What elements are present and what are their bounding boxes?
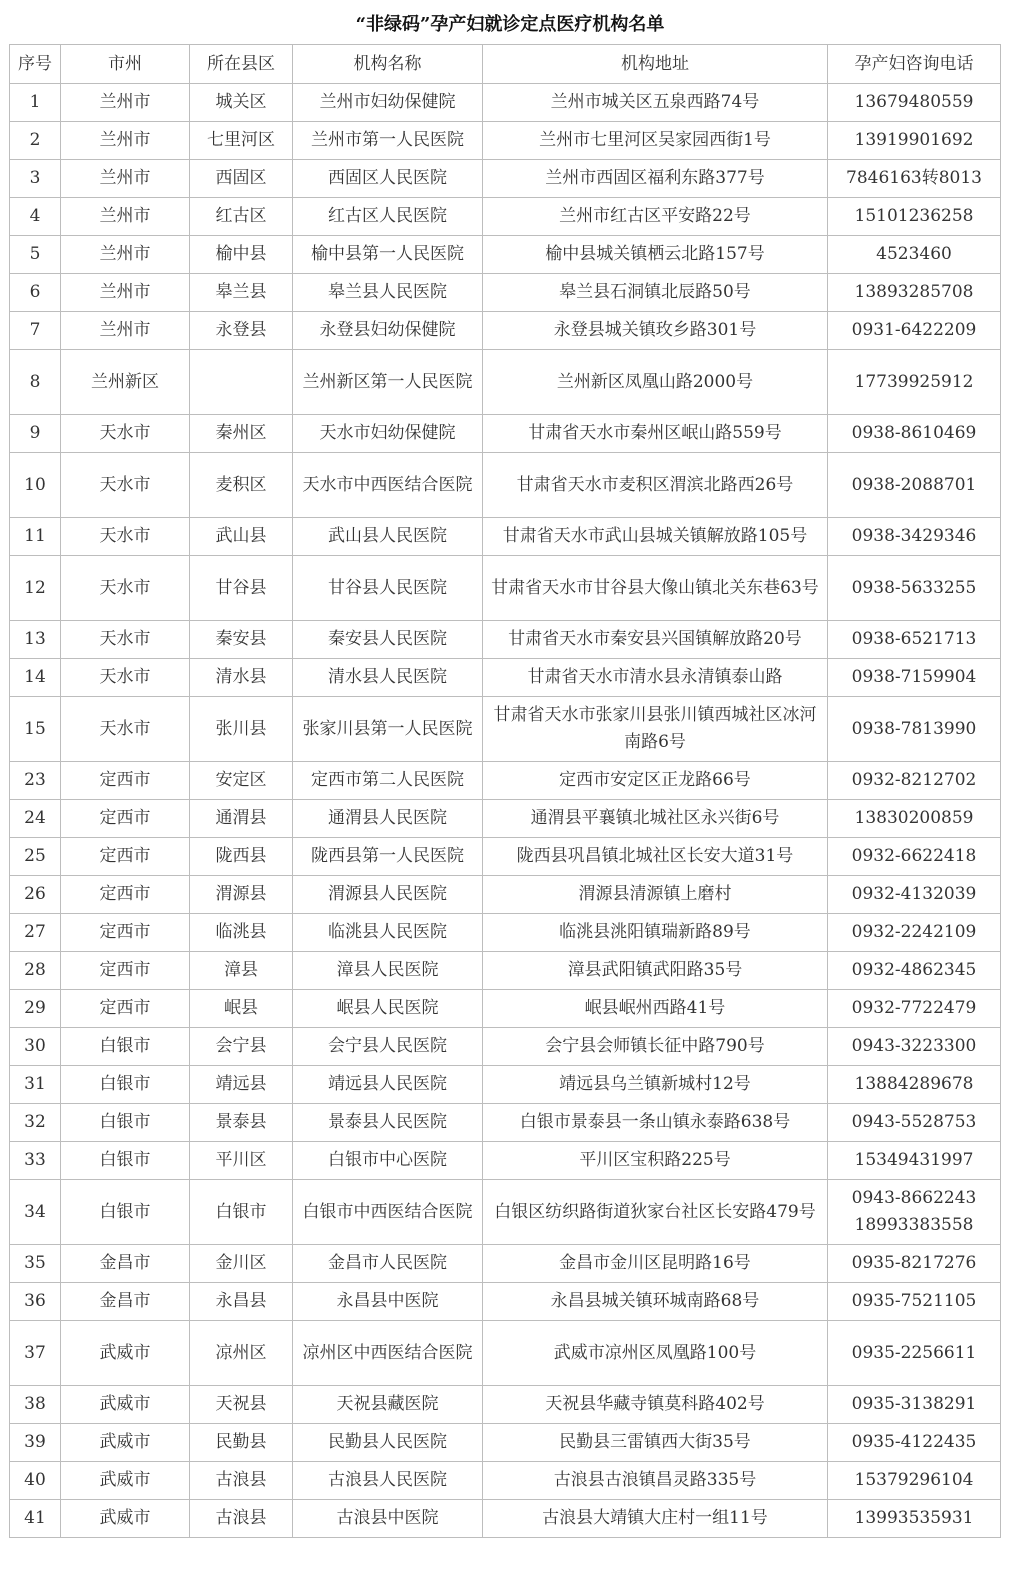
table-row [10, 697, 1001, 762]
county-cell: 秦安县 [190, 621, 293, 659]
institution-name-cell: 凉州区中西医结合医院 [293, 1321, 483, 1386]
row-number-cell: 40 [10, 1462, 61, 1500]
phone-number: 0932-4862345 [851, 960, 977, 980]
row-number-cell: 39 [10, 1424, 61, 1462]
row-number-cell: 24 [10, 800, 61, 838]
row-number-cell: 27 [10, 914, 61, 952]
institution-name-cell: 靖远县人民医院 [293, 1066, 483, 1104]
table-row [10, 621, 1001, 659]
row-number-cell: 10 [10, 453, 61, 518]
phone-cell [828, 312, 1001, 350]
institution-name-cell: 古浪县中医院 [293, 1500, 483, 1538]
phone-number: 0943-8662243 [851, 1188, 977, 1208]
phone-number: 0935-4122435 [851, 1432, 977, 1452]
row-number-cell: 6 [10, 274, 61, 312]
city-cell: 天水市 [61, 556, 190, 621]
city-cell: 定西市 [61, 876, 190, 914]
institution-name-cell: 定西市第二人民医院 [293, 762, 483, 800]
table-row [10, 453, 1001, 518]
phone-number: 0932-2242109 [851, 922, 977, 942]
address-cell: 武威市凉州区凤凰路100号 [483, 1321, 828, 1386]
phone-number: 0943-5528753 [851, 1112, 977, 1132]
table-row [10, 659, 1001, 697]
county-cell: 永登县 [190, 312, 293, 350]
address-cell: 古浪县大靖镇大庄村一组11号 [483, 1500, 828, 1538]
address-cell: 兰州市七里河区吴家园西街1号 [483, 122, 828, 160]
phone-cell [828, 160, 1001, 198]
table-row [10, 1104, 1001, 1142]
phone-cell [828, 697, 1001, 762]
address-cell: 甘肃省天水市秦安县兴国镇解放路20号 [483, 621, 828, 659]
address-cell: 会宁县会师镇长征中路790号 [483, 1028, 828, 1066]
phone-cell [828, 1424, 1001, 1462]
city-cell: 白银市 [61, 1028, 190, 1066]
row-number-cell: 36 [10, 1283, 61, 1321]
row-number-cell: 5 [10, 236, 61, 274]
phone-cell [828, 518, 1001, 556]
county-cell: 清水县 [190, 659, 293, 697]
table-row [10, 1424, 1001, 1462]
header-cell-county: 所在县区 [190, 45, 293, 84]
address-cell: 甘肃省天水市秦州区岷山路559号 [483, 415, 828, 453]
institution-name-cell: 天水市中西医结合医院 [293, 453, 483, 518]
city-cell: 武威市 [61, 1386, 190, 1424]
city-cell: 兰州市 [61, 236, 190, 274]
county-cell: 城关区 [190, 84, 293, 122]
phone-number: 0938-7159904 [851, 667, 977, 687]
county-cell: 武山县 [190, 518, 293, 556]
institution-name-cell: 西固区人民医院 [293, 160, 483, 198]
phone-cell [828, 762, 1001, 800]
city-cell: 兰州市 [61, 84, 190, 122]
phone-cell [828, 1180, 1001, 1245]
institution-name-cell: 永登县妇幼保健院 [293, 312, 483, 350]
county-cell: 永昌县 [190, 1283, 293, 1321]
county-cell: 临洮县 [190, 914, 293, 952]
header-cell-name: 机构名称 [293, 45, 483, 84]
address-cell: 临洮县洮阳镇瑞新路89号 [483, 914, 828, 952]
table-row [10, 876, 1001, 914]
phone-number: 0931-6422209 [851, 320, 977, 340]
table-row [10, 990, 1001, 1028]
address-cell: 兰州市西固区福利东路377号 [483, 160, 828, 198]
institution-name-cell: 会宁县人民医院 [293, 1028, 483, 1066]
table-row [10, 838, 1001, 876]
institution-name-cell: 临洮县人民医院 [293, 914, 483, 952]
row-number-cell: 12 [10, 556, 61, 621]
phone-number: 15101236258 [854, 206, 974, 226]
table-row [10, 312, 1001, 350]
row-number-cell: 37 [10, 1321, 61, 1386]
address-cell: 甘肃省天水市武山县城关镇解放路105号 [483, 518, 828, 556]
row-number-cell: 3 [10, 160, 61, 198]
institution-name-cell: 民勤县人民医院 [293, 1424, 483, 1462]
city-cell: 金昌市 [61, 1283, 190, 1321]
institution-name-cell: 兰州市妇幼保健院 [293, 84, 483, 122]
institution-name-cell: 陇西县第一人民医院 [293, 838, 483, 876]
city-cell: 天水市 [61, 697, 190, 762]
table-row [10, 1066, 1001, 1104]
address-cell: 陇西县巩昌镇北城社区长安大道31号 [483, 838, 828, 876]
phone-number: 0935-3138291 [851, 1394, 977, 1414]
city-cell: 金昌市 [61, 1245, 190, 1283]
county-cell: 通渭县 [190, 800, 293, 838]
phone-cell [828, 1142, 1001, 1180]
institution-name-cell: 古浪县人民医院 [293, 1462, 483, 1500]
county-cell: 金川区 [190, 1245, 293, 1283]
phone-number: 18993383558 [854, 1215, 974, 1235]
county-cell: 榆中县 [190, 236, 293, 274]
county-cell: 陇西县 [190, 838, 293, 876]
address-cell: 平川区宝积路225号 [483, 1142, 828, 1180]
address-cell: 甘肃省天水市麦积区渭滨北路西26号 [483, 453, 828, 518]
row-number-cell: 14 [10, 659, 61, 697]
city-cell: 定西市 [61, 800, 190, 838]
table-row [10, 198, 1001, 236]
phone-number: 0932-8212702 [851, 770, 977, 790]
county-cell: 古浪县 [190, 1462, 293, 1500]
header-cell-phone: 孕产妇咨询电话 [828, 45, 1001, 84]
county-cell: 红古区 [190, 198, 293, 236]
phone-number: 0938-5633255 [851, 577, 977, 598]
table-row [10, 84, 1001, 122]
row-number-cell: 26 [10, 876, 61, 914]
phone-number: 17739925912 [854, 371, 974, 392]
table-row [10, 762, 1001, 800]
county-cell: 民勤县 [190, 1424, 293, 1462]
city-cell: 兰州市 [61, 312, 190, 350]
phone-number: 0938-7813990 [851, 718, 977, 739]
row-number-cell: 28 [10, 952, 61, 990]
city-cell: 兰州市 [61, 198, 190, 236]
header-cell-city: 市州 [61, 45, 190, 84]
row-number-cell: 31 [10, 1066, 61, 1104]
county-cell: 麦积区 [190, 453, 293, 518]
city-cell: 武威市 [61, 1321, 190, 1386]
phone-number: 15349431997 [854, 1150, 974, 1170]
header-cell-address: 机构地址 [483, 45, 828, 84]
institution-name-cell: 天水市妇幼保健院 [293, 415, 483, 453]
address-cell: 通渭县平襄镇北城社区永兴街6号 [483, 800, 828, 838]
row-number-cell: 1 [10, 84, 61, 122]
phone-number: 0935-7521105 [851, 1291, 977, 1311]
phone-number: 0938-6521713 [851, 629, 977, 649]
row-number-cell: 7 [10, 312, 61, 350]
address-cell: 甘肃省天水市清水县永清镇泰山路 [483, 659, 828, 697]
row-number-cell: 13 [10, 621, 61, 659]
row-number-cell: 15 [10, 697, 61, 762]
institution-name-cell: 景泰县人民医院 [293, 1104, 483, 1142]
table-row [10, 274, 1001, 312]
institution-name-cell: 漳县人民医院 [293, 952, 483, 990]
institution-name-cell: 秦安县人民医院 [293, 621, 483, 659]
table-row [10, 1180, 1001, 1245]
row-number-cell: 35 [10, 1245, 61, 1283]
city-cell: 定西市 [61, 952, 190, 990]
phone-cell [828, 1283, 1001, 1321]
phone-cell [828, 800, 1001, 838]
city-cell: 天水市 [61, 659, 190, 697]
phone-cell [828, 659, 1001, 697]
phone-cell [828, 556, 1001, 621]
table-header-row [10, 45, 1001, 84]
table-row [10, 236, 1001, 274]
row-number-cell: 33 [10, 1142, 61, 1180]
city-cell: 定西市 [61, 914, 190, 952]
table-row [10, 1321, 1001, 1386]
institution-name-cell: 通渭县人民医院 [293, 800, 483, 838]
phone-cell [828, 350, 1001, 415]
phone-number: 13884289678 [854, 1074, 974, 1094]
table-row [10, 1462, 1001, 1500]
phone-number: 13830200859 [854, 808, 974, 828]
county-cell: 凉州区 [190, 1321, 293, 1386]
institution-name-cell: 甘谷县人民医院 [293, 556, 483, 621]
address-cell: 甘肃省天水市张家川县张川镇西城社区冰河南路6号 [483, 697, 828, 762]
county-cell: 靖远县 [190, 1066, 293, 1104]
institution-name-cell: 金昌市人民医院 [293, 1245, 483, 1283]
phone-cell [828, 1462, 1001, 1500]
city-cell: 定西市 [61, 838, 190, 876]
row-number-cell: 25 [10, 838, 61, 876]
address-cell: 兰州市城关区五泉西路74号 [483, 84, 828, 122]
address-cell: 古浪县古浪镇昌灵路335号 [483, 1462, 828, 1500]
city-cell: 天水市 [61, 621, 190, 659]
city-cell: 兰州市 [61, 160, 190, 198]
table-row [10, 1386, 1001, 1424]
phone-cell [828, 274, 1001, 312]
phone-number: 13679480559 [854, 92, 974, 112]
phone-number: 13893285708 [854, 282, 974, 302]
phone-number: 7846163转8013 [846, 168, 982, 188]
county-cell: 白银市 [190, 1180, 293, 1245]
institution-name-cell: 榆中县第一人民医院 [293, 236, 483, 274]
row-number-cell: 11 [10, 518, 61, 556]
phone-number: 0935-2256611 [851, 1342, 977, 1363]
institution-name-cell: 兰州市第一人民医院 [293, 122, 483, 160]
county-cell: 秦州区 [190, 415, 293, 453]
phone-number: 13993535931 [854, 1508, 974, 1528]
address-cell: 榆中县城关镇栖云北路157号 [483, 236, 828, 274]
phone-cell [828, 838, 1001, 876]
institution-name-cell: 红古区人民医院 [293, 198, 483, 236]
phone-cell [828, 914, 1001, 952]
row-number-cell: 30 [10, 1028, 61, 1066]
county-cell: 安定区 [190, 762, 293, 800]
row-number-cell: 29 [10, 990, 61, 1028]
city-cell: 天水市 [61, 415, 190, 453]
phone-number: 15379296104 [854, 1470, 974, 1490]
address-cell: 永昌县城关镇环城南路68号 [483, 1283, 828, 1321]
phone-number: 0938-3429346 [851, 526, 977, 546]
row-number-cell: 8 [10, 350, 61, 415]
address-cell: 兰州市红古区平安路22号 [483, 198, 828, 236]
institution-name-cell: 岷县人民医院 [293, 990, 483, 1028]
phone-number: 0932-7722479 [851, 998, 977, 1018]
table-row [10, 415, 1001, 453]
city-cell: 兰州市 [61, 274, 190, 312]
address-cell: 渭源县清源镇上磨村 [483, 876, 828, 914]
county-cell: 天祝县 [190, 1386, 293, 1424]
phone-cell [828, 415, 1001, 453]
institution-name-cell: 兰州新区第一人民医院 [293, 350, 483, 415]
row-number-cell: 32 [10, 1104, 61, 1142]
phone-number: 13919901692 [854, 130, 974, 150]
phone-cell [828, 198, 1001, 236]
address-cell: 永登县城关镇玫乡路301号 [483, 312, 828, 350]
phone-cell [828, 453, 1001, 518]
phone-cell [828, 1321, 1001, 1386]
city-cell: 兰州市 [61, 122, 190, 160]
phone-cell [828, 1500, 1001, 1538]
institution-name-cell: 皋兰县人民医院 [293, 274, 483, 312]
row-number-cell: 38 [10, 1386, 61, 1424]
phone-cell [828, 876, 1001, 914]
address-cell: 白银市景泰县一条山镇永泰路638号 [483, 1104, 828, 1142]
table-row [10, 556, 1001, 621]
city-cell: 定西市 [61, 762, 190, 800]
county-cell: 甘谷县 [190, 556, 293, 621]
phone-number: 0938-2088701 [851, 474, 977, 495]
row-number-cell: 2 [10, 122, 61, 160]
table-row [10, 518, 1001, 556]
phone-cell [828, 1104, 1001, 1142]
row-number-cell: 9 [10, 415, 61, 453]
address-cell: 皋兰县石洞镇北辰路50号 [483, 274, 828, 312]
institution-name-cell: 白银市中心医院 [293, 1142, 483, 1180]
address-cell: 靖远县乌兰镇新城村12号 [483, 1066, 828, 1104]
row-number-cell: 34 [10, 1180, 61, 1245]
phone-number: 0935-8217276 [851, 1253, 977, 1273]
city-cell: 白银市 [61, 1104, 190, 1142]
address-cell: 漳县武阳镇武阳路35号 [483, 952, 828, 990]
county-cell: 西固区 [190, 160, 293, 198]
county-cell: 古浪县 [190, 1500, 293, 1538]
phone-cell [828, 1245, 1001, 1283]
phone-cell [828, 84, 1001, 122]
county-cell: 皋兰县 [190, 274, 293, 312]
city-cell: 武威市 [61, 1500, 190, 1538]
county-cell: 七里河区 [190, 122, 293, 160]
address-cell: 金昌市金川区昆明路16号 [483, 1245, 828, 1283]
phone-cell [828, 1066, 1001, 1104]
institution-name-cell: 渭源县人民医院 [293, 876, 483, 914]
city-cell: 定西市 [61, 990, 190, 1028]
phone-number: 0938-8610469 [851, 423, 977, 443]
county-cell: 会宁县 [190, 1028, 293, 1066]
table-row [10, 1500, 1001, 1538]
phone-cell [828, 621, 1001, 659]
table-row [10, 1028, 1001, 1066]
phone-number: 0932-4132039 [851, 884, 977, 904]
address-cell: 天祝县华藏寺镇莫科路402号 [483, 1386, 828, 1424]
institution-name-cell: 白银市中西医结合医院 [293, 1180, 483, 1245]
table-row [10, 952, 1001, 990]
phone-cell [828, 236, 1001, 274]
address-cell: 兰州新区凤凰山路2000号 [483, 350, 828, 415]
page-title: “非绿码”孕产妇就诊定点医疗机构名单 [355, 14, 665, 35]
institution-name-cell: 武山县人民医院 [293, 518, 483, 556]
table-row [10, 914, 1001, 952]
city-cell: 天水市 [61, 518, 190, 556]
table-row [10, 350, 1001, 415]
city-cell: 兰州新区 [61, 350, 190, 415]
table-row [10, 1142, 1001, 1180]
address-cell: 定西市安定区正龙路66号 [483, 762, 828, 800]
city-cell: 天水市 [61, 453, 190, 518]
institution-name-cell: 永昌县中医院 [293, 1283, 483, 1321]
phone-number: 4523460 [876, 244, 952, 264]
row-number-cell: 4 [10, 198, 61, 236]
address-cell: 民勤县三雷镇西大街35号 [483, 1424, 828, 1462]
county-cell: 景泰县 [190, 1104, 293, 1142]
table-row [10, 800, 1001, 838]
phone-number: 0932-6622418 [851, 846, 977, 866]
address-cell: 甘肃省天水市甘谷县大像山镇北关东巷63号 [483, 556, 828, 621]
table-row [10, 1245, 1001, 1283]
county-cell: 平川区 [190, 1142, 293, 1180]
institution-name-cell: 清水县人民医院 [293, 659, 483, 697]
table-row [10, 1283, 1001, 1321]
county-cell: 漳县 [190, 952, 293, 990]
hospital-table [9, 44, 1001, 1538]
county-cell: 张川县 [190, 697, 293, 762]
table-row [10, 160, 1001, 198]
header-cell-no: 序号 [10, 45, 61, 84]
phone-cell [828, 990, 1001, 1028]
phone-cell [828, 1386, 1001, 1424]
city-cell: 武威市 [61, 1462, 190, 1500]
city-cell: 白银市 [61, 1066, 190, 1104]
phone-number: 0943-3223300 [851, 1036, 977, 1056]
institution-name-cell: 张家川县第一人民医院 [293, 697, 483, 762]
phone-cell [828, 1028, 1001, 1066]
phone-cell [828, 122, 1001, 160]
county-cell: 渭源县 [190, 876, 293, 914]
county-cell: 岷县 [190, 990, 293, 1028]
city-cell: 白银市 [61, 1180, 190, 1245]
address-cell: 岷县岷州西路41号 [483, 990, 828, 1028]
table-body [10, 84, 1001, 1538]
county-cell [190, 350, 293, 415]
institution-name-cell: 天祝县藏医院 [293, 1386, 483, 1424]
phone-cell [828, 952, 1001, 990]
address-cell: 白银区纺织路街道狄家台社区长安路479号 [483, 1180, 828, 1245]
row-number-cell: 41 [10, 1500, 61, 1538]
city-cell: 白银市 [61, 1142, 190, 1180]
table-row [10, 122, 1001, 160]
row-number-cell: 23 [10, 762, 61, 800]
city-cell: 武威市 [61, 1424, 190, 1462]
